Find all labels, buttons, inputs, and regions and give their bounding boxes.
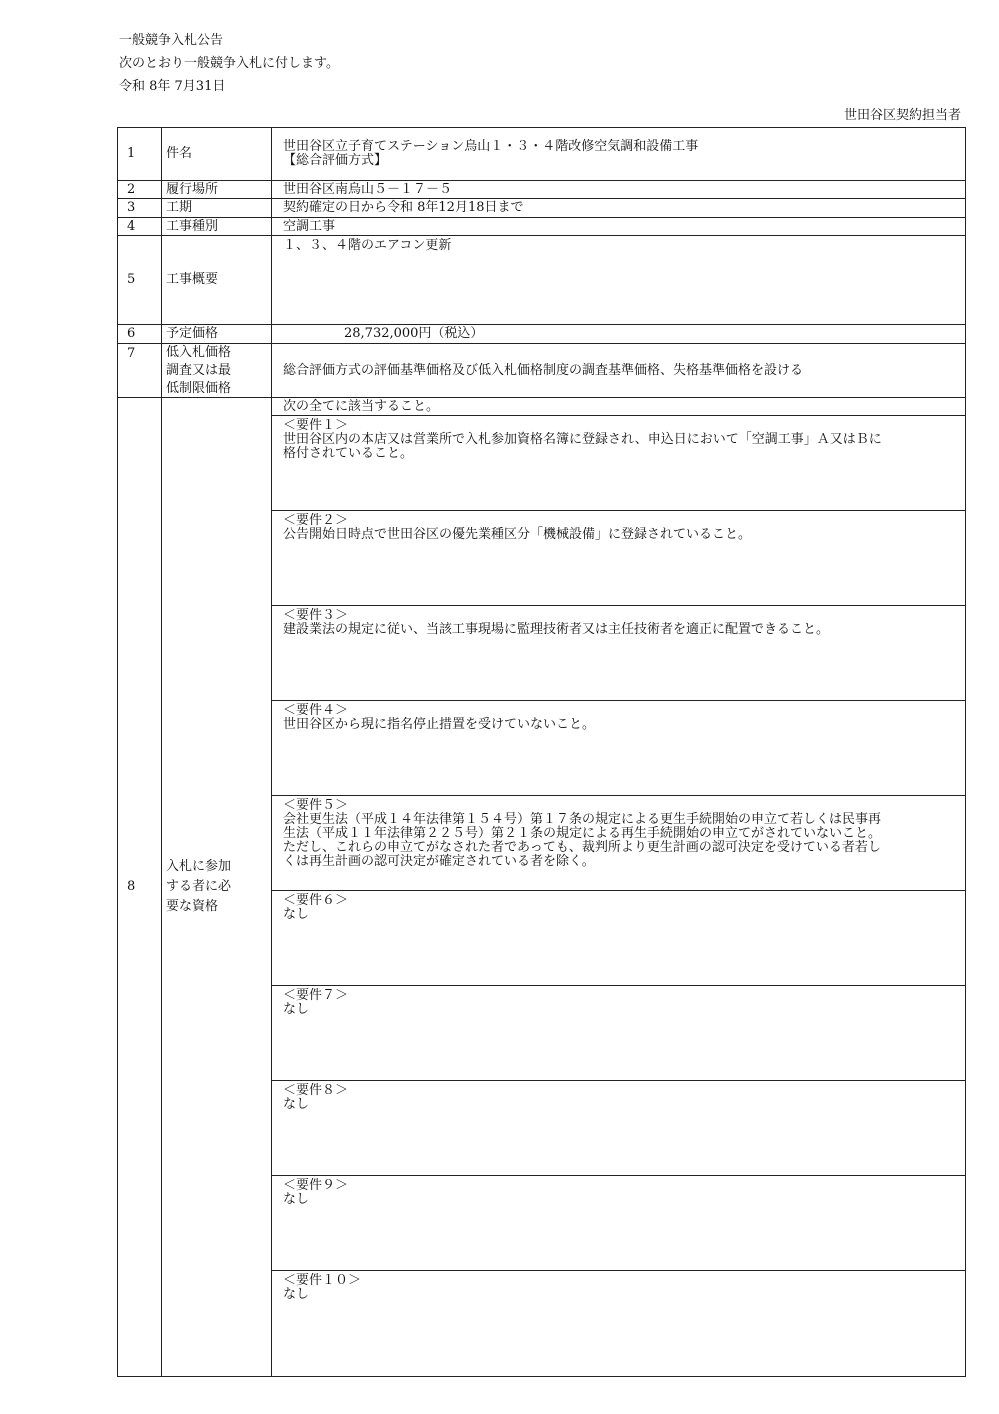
table-row <box>118 398 966 1377</box>
requirement-title: ＜要件２＞ <box>283 513 349 528</box>
project-name: 世田谷区立子育てステーション烏山１・３・４階改修空気調和設備工事 <box>283 139 699 154</box>
row-number: 2 <box>118 181 162 199</box>
work-summary-value: １、３、４階のエアコン更新 <box>272 236 966 325</box>
project-name-cell <box>272 128 966 181</box>
requirement-title: ＜要件１＞ <box>283 418 349 433</box>
requirement-item <box>272 1081 965 1176</box>
requirement-item <box>272 796 965 891</box>
notice-date: 令和 8年 7月31日 <box>119 79 226 94</box>
table-row <box>118 218 966 236</box>
row-label-line: する者に必 <box>166 879 232 894</box>
requirements-cell <box>272 398 966 1377</box>
requirement-title: ＜要件４＞ <box>283 703 349 718</box>
requirement-item <box>272 891 965 986</box>
work-type-value: 空調工事 <box>272 218 966 236</box>
row-label-line: 調査又は最 <box>166 363 232 378</box>
row-number: 4 <box>118 218 162 236</box>
row-number: 3 <box>118 199 162 218</box>
requirement-body: なし <box>283 1287 310 1302</box>
row-label-multiline <box>162 398 272 1377</box>
requirement-item <box>272 606 965 701</box>
requirement-title: ＜要件５＞ <box>283 798 349 813</box>
row-label: 予定価格 <box>162 325 272 344</box>
requirement-body: なし <box>283 1002 310 1017</box>
requirement-item <box>272 1271 965 1366</box>
department-name: 世田谷区契約担当者 <box>843 108 961 123</box>
table-row <box>118 344 966 398</box>
bid-table <box>117 127 966 1377</box>
row-label: 工期 <box>162 199 272 218</box>
row-number: 1 <box>118 128 162 181</box>
requirement-title: ＜要件３＞ <box>283 608 349 623</box>
row-number: 7 <box>118 344 162 398</box>
row-label: 履行場所 <box>162 181 272 199</box>
requirement-title: ＜要件９＞ <box>283 1178 349 1193</box>
requirement-title: ＜要件１０＞ <box>283 1273 362 1288</box>
row-label-multiline <box>162 344 272 398</box>
table-row <box>118 236 966 325</box>
requirement-item <box>272 986 965 1081</box>
requirement-item <box>272 701 965 796</box>
estimated-price: 28,732,000円（税込） <box>344 326 484 341</box>
row-label-line: 低制限価格 <box>166 381 232 396</box>
requirement-body: なし <box>283 1192 310 1207</box>
table-row <box>118 181 966 199</box>
notice-intro: 次のとおり一般競争入札に付します。 <box>119 56 339 71</box>
row-label: 工事概要 <box>162 236 272 325</box>
requirements-intro: 次の全てに該当すること。 <box>272 398 965 416</box>
row-label-line: 入札に参加 <box>166 859 232 874</box>
requirement-body: 会社更生法（平成１４年法律第１５４号）第１７条の規定による更生手続開始の申立て若しくは民事再生法（平成１１年法律第２２５号）第２１条の規定による再生手続開始の申立てがされていないこと。ただし、これらの申立てがなされた者であっても、裁判所より更生計画の認可決定を受けている者若しくは再生計画の認可決定が確定されている者を除く。 <box>283 812 882 869</box>
requirements-list <box>272 416 965 1366</box>
notice-title: 一般競争入札公告 <box>119 33 224 48</box>
requirement-title: ＜要件７＞ <box>283 988 349 1003</box>
row-number: 5 <box>118 236 162 325</box>
requirement-item <box>272 416 965 511</box>
row-number: 8 <box>118 398 162 1377</box>
row-label: 件名 <box>162 128 272 181</box>
requirement-body: 建設業法の規定に従い、当該工事現場に監理技術者又は主任技術者を適正に配置できること。 <box>283 622 830 637</box>
row-label: 工事種別 <box>162 218 272 236</box>
evaluation-method: 【総合評価方式】 <box>283 153 388 168</box>
requirement-body: なし <box>283 907 310 922</box>
table-row <box>118 325 966 344</box>
table-row <box>118 128 966 181</box>
location-value: 世田谷区南烏山５－１７－５ <box>272 181 966 199</box>
requirement-body: 世田谷区から現に指名停止措置を受けていないこと。 <box>283 717 596 732</box>
requirement-title: ＜要件８＞ <box>283 1083 349 1098</box>
row-label-line: 要な資格 <box>166 899 219 914</box>
requirement-item <box>272 1176 965 1271</box>
row-label-line: 低入札価格 <box>166 345 232 360</box>
price-cell <box>272 325 966 344</box>
requirement-body: 公告開始日時点で世田谷区の優先業種区分「機械設備」に登録されていること。 <box>283 527 752 542</box>
requirement-item <box>272 511 965 606</box>
row-number: 6 <box>118 325 162 344</box>
requirement-body: 世田谷区内の本店又は営業所で入札参加資格名簿に登録され、申込日において「空調工事」Ａ又はＢに格付されていること。 <box>283 432 882 461</box>
requirement-title: ＜要件６＞ <box>283 893 349 908</box>
low-bid-value: 総合評価方式の評価基準価格及び低入札価格制度の調査基準価格、失格基準価格を設ける <box>272 344 966 398</box>
table-row <box>118 199 966 218</box>
requirement-body: なし <box>283 1097 310 1112</box>
period-value: 契約確定の日から令和 8年12月18日まで <box>272 199 966 218</box>
